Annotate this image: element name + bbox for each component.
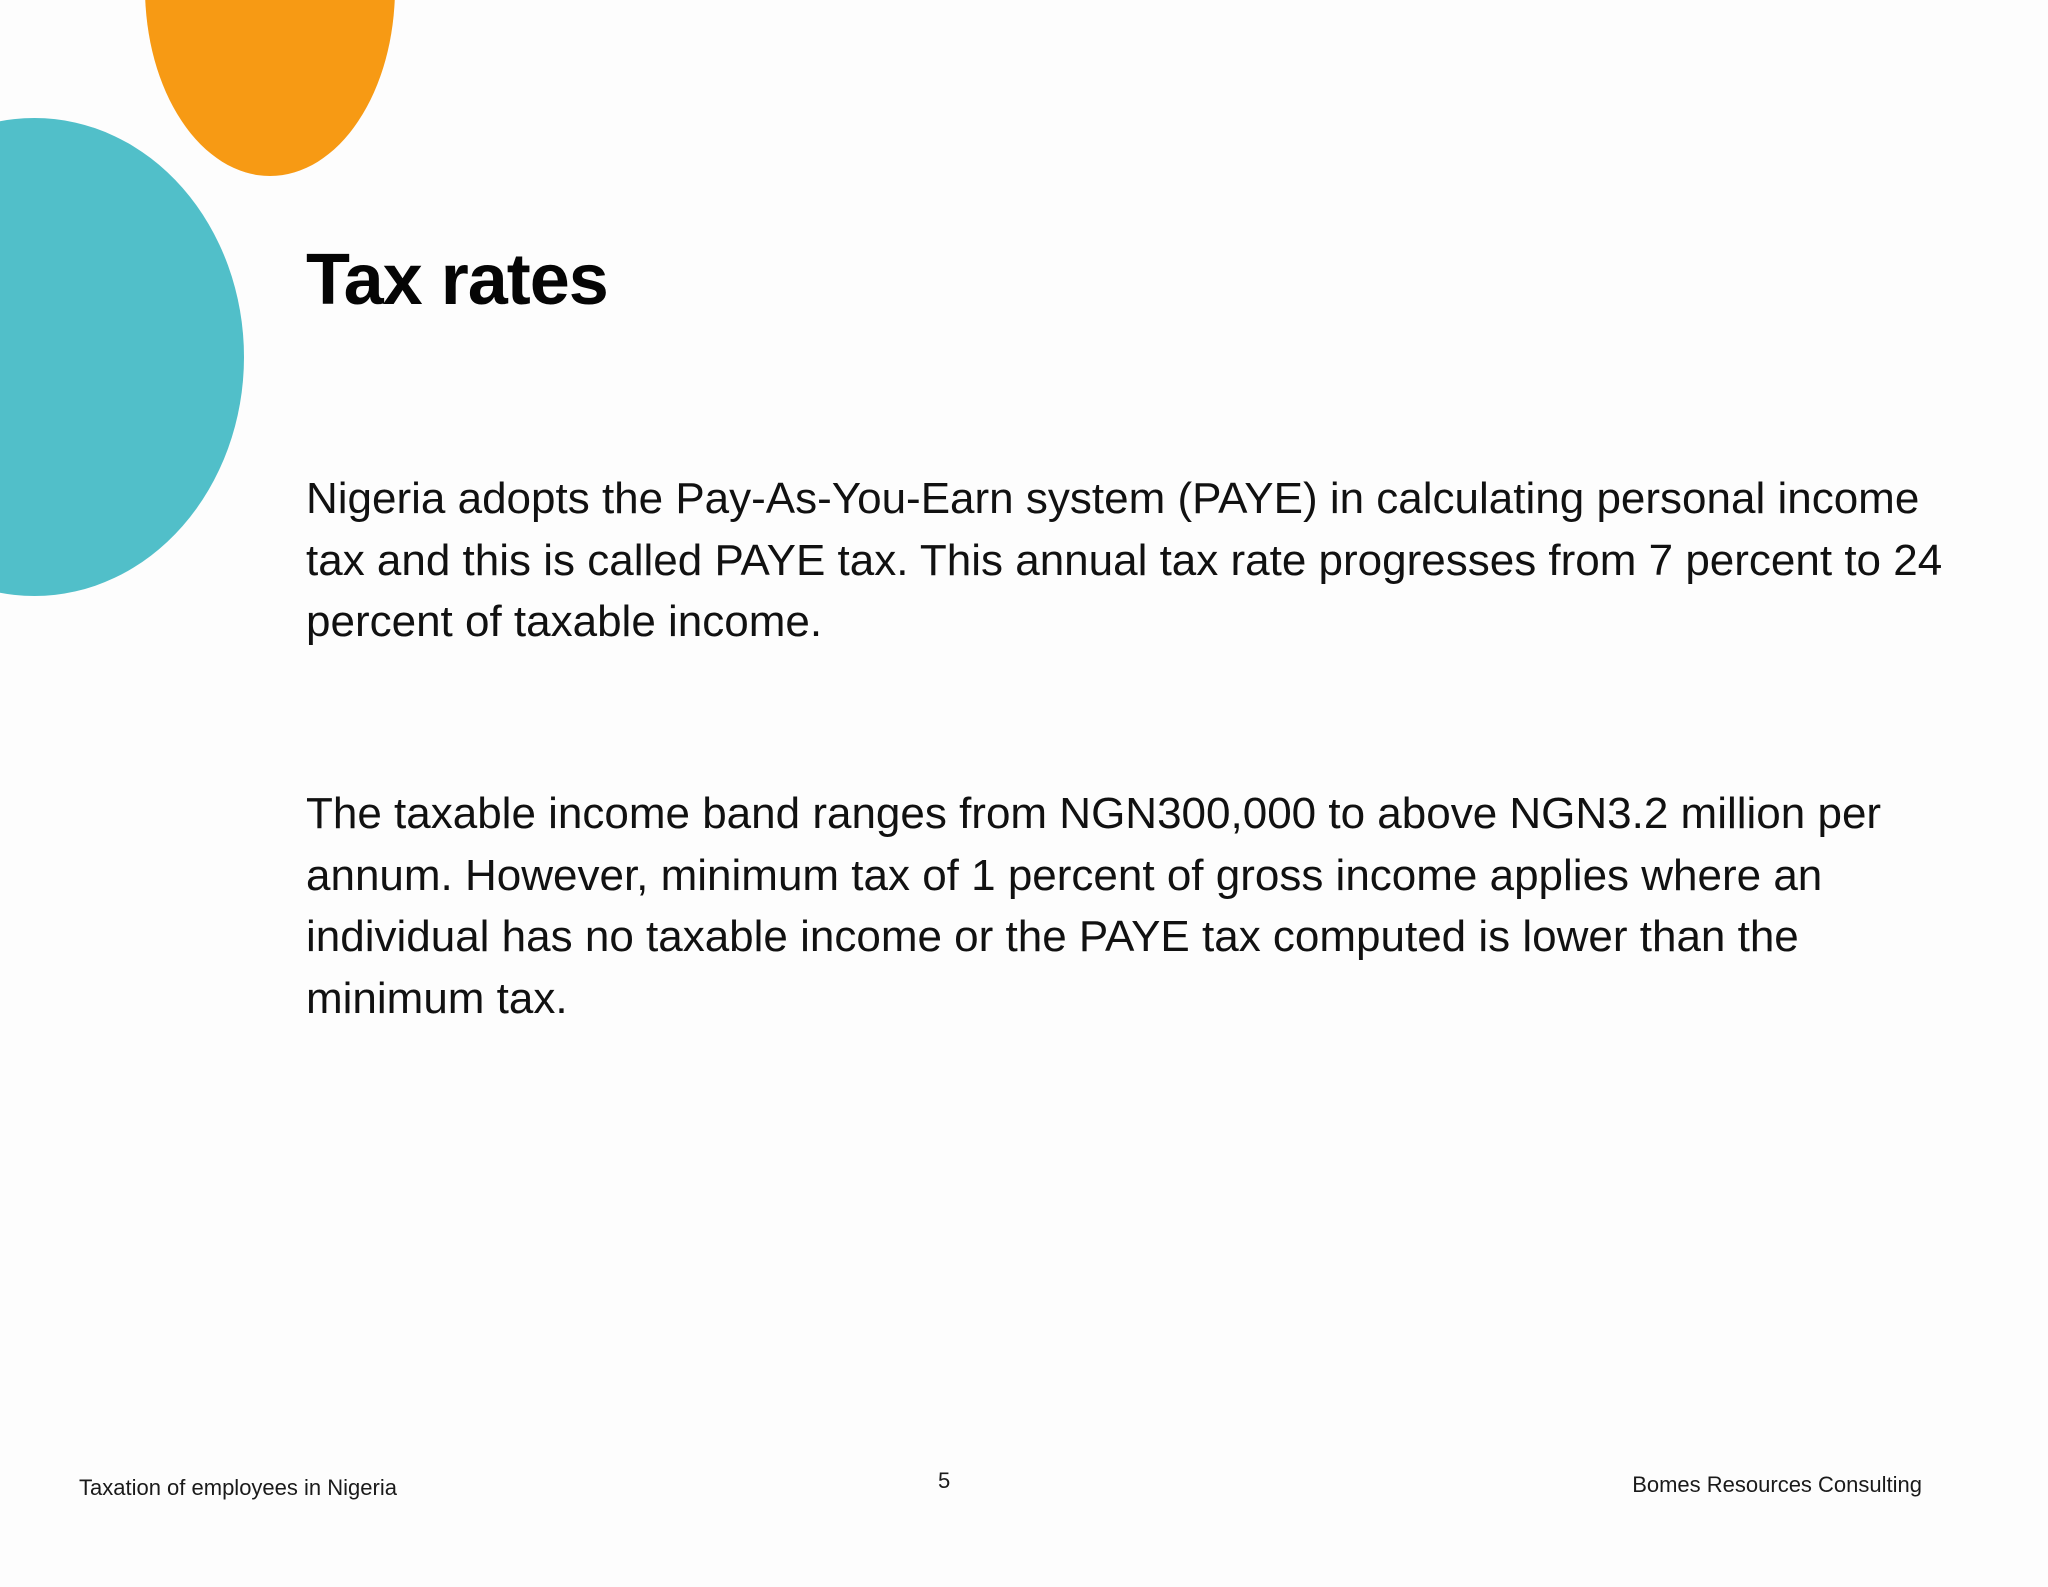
footer-page-number: 5 [938, 1468, 951, 1493]
footer-presentation-title: Taxation of employees in Nigeria [79, 1475, 397, 1500]
slide-title: Tax rates [306, 240, 608, 320]
body-paragraph-income-band: The taxable income band ranges from NGN300,000 to above NGN3.2 million per annum. However, minimum tax of 1 percent of gross income applies where an individual has no taxable income or the PAYE tax computed is lower than the minimum tax. [306, 789, 1882, 1023]
body-paragraph-paye: Nigeria adopts the Pay-As-You-Earn system (PAYE) in calculating personal income tax and this is called PAYE tax. This annual tax rate progresses from 7 percent to 24 percent of taxable income. [306, 474, 1943, 646]
orange-oval-decoration [145, 0, 395, 176]
teal-oval-decoration [0, 118, 244, 596]
footer-company-name: Bomes Resources Consulting [1632, 1472, 1922, 1497]
